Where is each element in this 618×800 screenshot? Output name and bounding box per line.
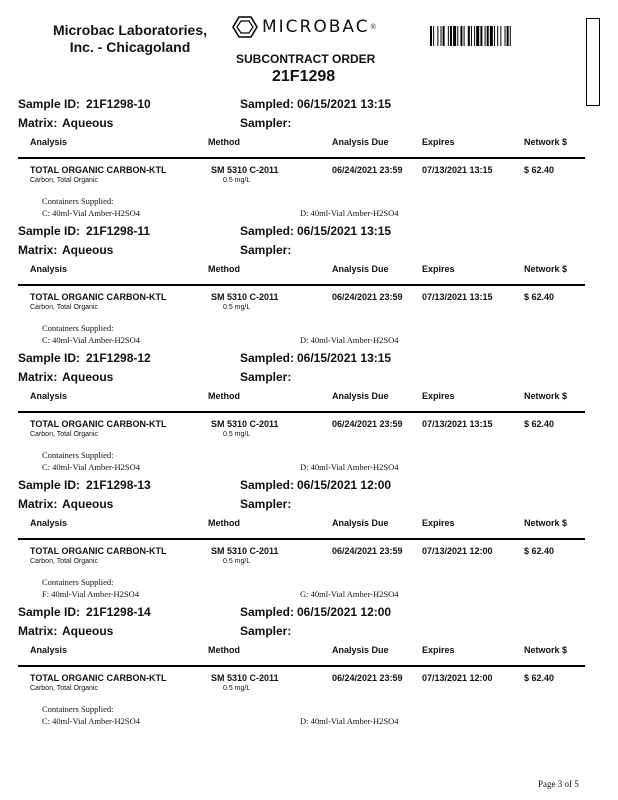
analysis-due-value: 06/24/2021 23:59 <box>332 546 403 556</box>
container-item: D: 40ml-Vial Amber-H2SO4 <box>300 335 399 345</box>
sampled-value: 06/15/2021 13:15 <box>297 97 392 111</box>
barcode-bar <box>448 26 449 46</box>
sampler-label: Sampler: <box>240 243 292 257</box>
method-name: SM 5310 C-2011 <box>211 165 279 175</box>
expires-value: 07/13/2021 13:15 <box>422 165 493 175</box>
reporting-limit: 0.5 mg/L <box>223 304 251 311</box>
reporting-limit: 0.5 mg/L <box>223 431 251 438</box>
barcode-bar <box>433 26 434 46</box>
column-header-network-price: Network $ <box>524 137 568 147</box>
analysis-subtitle: Carbon, Total Organic <box>30 685 98 692</box>
sample-block <box>0 478 618 605</box>
column-header-network-price: Network $ <box>524 518 568 528</box>
column-header-method: Method <box>208 137 240 147</box>
sampled-label: Sampled: <box>240 224 295 238</box>
barcode-bar <box>480 26 482 46</box>
column-header-method: Method <box>208 645 240 655</box>
sample-block <box>0 224 618 351</box>
expires-value: 07/13/2021 12:00 <box>422 673 493 683</box>
sample-block <box>0 351 618 478</box>
sampled-label: Sampled: <box>240 478 295 492</box>
barcode-bar <box>510 26 511 46</box>
column-header-analysis-due: Analysis Due <box>332 137 389 147</box>
sample-id-label: Sample ID: <box>18 478 81 492</box>
matrix-label: Matrix: <box>18 370 58 384</box>
matrix-value: Aqueous <box>62 497 114 511</box>
containers-label: Containers Supplied: <box>42 323 114 333</box>
side-marker-box <box>586 18 600 106</box>
barcode-bar <box>450 26 452 46</box>
column-header-network-price: Network $ <box>524 645 568 655</box>
logo-wordmark: MICROBAC <box>262 17 370 37</box>
analysis-due-value: 06/24/2021 23:59 <box>332 673 403 683</box>
method-name: SM 5310 C-2011 <box>211 673 279 683</box>
barcode-bar <box>441 26 442 46</box>
lab-name-line1: Microbac Laboratories, <box>52 22 208 38</box>
network-price-value: $ 62.40 <box>524 419 555 429</box>
matrix-value: Aqueous <box>62 370 114 384</box>
lab-name <box>40 22 220 56</box>
sample-id-value: 21F1298-13 <box>86 478 151 492</box>
analysis-due-value: 06/24/2021 23:59 <box>332 292 403 302</box>
microbac-logo <box>232 16 376 38</box>
barcode-bar <box>437 26 438 46</box>
sample-id-label: Sample ID: <box>18 97 81 111</box>
matrix-label: Matrix: <box>18 243 58 257</box>
container-item: C: 40ml-Vial Amber-H2SO4 <box>42 462 141 472</box>
expires-value: 07/13/2021 13:15 <box>422 419 493 429</box>
column-header-method: Method <box>208 264 240 274</box>
column-header-analysis-due: Analysis Due <box>332 264 389 274</box>
container-item: C: 40ml-Vial Amber-H2SO4 <box>42 208 141 218</box>
sampler-label: Sampler: <box>240 624 292 638</box>
matrix-label: Matrix: <box>18 116 58 130</box>
network-price-value: $ 62.40 <box>524 292 555 302</box>
sampler-label: Sampler: <box>240 497 292 511</box>
barcode-bar <box>476 26 479 46</box>
barcode-bar <box>505 26 506 46</box>
network-price-value: $ 62.40 <box>524 673 555 683</box>
analysis-subtitle: Carbon, Total Organic <box>30 304 98 311</box>
sample-id-value: 21F1298-14 <box>86 605 151 619</box>
barcode-bar <box>471 26 472 46</box>
page-number: Page 3 of 5 <box>538 779 579 789</box>
expires-value: 07/13/2021 12:00 <box>422 546 493 556</box>
sample-id-label: Sample ID: <box>18 224 81 238</box>
sample-id-label: Sample ID: <box>18 605 81 619</box>
barcode-bar <box>464 26 465 46</box>
column-header-expires: Expires <box>422 518 455 528</box>
microbac-emblem-icon <box>232 16 258 38</box>
sample-id-value: 21F1298-12 <box>86 351 151 365</box>
column-header-analysis: Analysis <box>30 137 68 147</box>
column-header-analysis: Analysis <box>30 645 68 655</box>
container-item: G: 40ml-Vial Amber-H2SO4 <box>300 589 399 599</box>
container-item: C: 40ml-Vial Amber-H2SO4 <box>42 335 141 345</box>
container-item: D: 40ml-Vial Amber-H2SO4 <box>300 462 399 472</box>
analysis-name: TOTAL ORGANIC CARBON-KTL <box>30 419 167 429</box>
containers-label: Containers Supplied: <box>42 577 114 587</box>
method-name: SM 5310 C-2011 <box>211 546 279 556</box>
document-title: SUBCONTRACT ORDER <box>236 52 376 66</box>
sampled-value: 06/15/2021 13:15 <box>297 351 392 365</box>
matrix-value: Aqueous <box>62 624 114 638</box>
header-rule <box>18 665 585 667</box>
barcode-bar <box>474 26 475 46</box>
containers-label: Containers Supplied: <box>42 196 114 206</box>
container-item: F: 40ml-Vial Amber-H2SO4 <box>42 589 140 599</box>
network-price-value: $ 62.40 <box>524 165 555 175</box>
sampled-value: 06/15/2021 13:15 <box>297 224 392 238</box>
analysis-name: TOTAL ORGANIC CARBON-KTL <box>30 546 167 556</box>
column-header-analysis-due: Analysis Due <box>332 518 389 528</box>
column-header-expires: Expires <box>422 264 455 274</box>
column-header-network-price: Network $ <box>524 391 568 401</box>
sampled-value: 06/15/2021 12:00 <box>297 478 392 492</box>
analysis-subtitle: Carbon, Total Organic <box>30 177 98 184</box>
method-name: SM 5310 C-2011 <box>211 292 279 302</box>
barcode-bar <box>487 26 489 46</box>
barcode-bar <box>500 26 501 46</box>
barcode-bar <box>485 26 486 46</box>
barcode-bar <box>507 26 509 46</box>
expires-value: 07/13/2021 13:15 <box>422 292 493 302</box>
analysis-subtitle: Carbon, Total Organic <box>30 431 98 438</box>
lab-name-line2: Inc. - Chicagoland <box>69 39 191 55</box>
reporting-limit: 0.5 mg/L <box>223 685 251 692</box>
barcode-bar <box>497 26 498 46</box>
containers-label: Containers Supplied: <box>42 704 114 714</box>
barcode <box>430 26 550 46</box>
reporting-limit: 0.5 mg/L <box>223 177 251 184</box>
analysis-due-value: 06/24/2021 23:59 <box>332 419 403 429</box>
header-rule <box>18 538 585 540</box>
column-header-expires: Expires <box>422 645 455 655</box>
order-number: 21F1298 <box>272 68 336 85</box>
analysis-name: TOTAL ORGANIC CARBON-KTL <box>30 292 167 302</box>
containers-label: Containers Supplied: <box>42 450 114 460</box>
sampled-label: Sampled: <box>240 97 295 111</box>
barcode-bar <box>430 26 432 46</box>
sample-id-value: 21F1298-10 <box>86 97 151 111</box>
reporting-limit: 0.5 mg/L <box>223 558 251 565</box>
container-item: D: 40ml-Vial Amber-H2SO4 <box>300 208 399 218</box>
barcode-bar <box>494 26 495 46</box>
logo-registered-mark: ® <box>370 23 376 31</box>
column-header-analysis: Analysis <box>30 264 68 274</box>
sampled-label: Sampled: <box>240 351 295 365</box>
column-header-network-price: Network $ <box>524 264 568 274</box>
header-rule <box>18 157 585 159</box>
barcode-bar <box>453 26 456 46</box>
column-header-expires: Expires <box>422 391 455 401</box>
method-name: SM 5310 C-2011 <box>211 419 279 429</box>
column-header-analysis: Analysis <box>30 518 68 528</box>
analysis-subtitle: Carbon, Total Organic <box>30 558 98 565</box>
container-item: D: 40ml-Vial Amber-H2SO4 <box>300 716 399 726</box>
header-rule <box>18 411 585 413</box>
matrix-value: Aqueous <box>62 243 114 257</box>
header-rule <box>18 284 585 286</box>
sample-block <box>0 605 618 732</box>
sampled-value: 06/15/2021 12:00 <box>297 605 392 619</box>
column-header-method: Method <box>208 391 240 401</box>
sample-id-label: Sample ID: <box>18 351 81 365</box>
column-header-analysis-due: Analysis Due <box>332 645 389 655</box>
matrix-value: Aqueous <box>62 116 114 130</box>
analysis-name: TOTAL ORGANIC CARBON-KTL <box>30 673 167 683</box>
barcode-bar <box>468 26 470 46</box>
column-header-expires: Expires <box>422 137 455 147</box>
sample-id-value: 21F1298-11 <box>86 224 151 238</box>
barcode-bar <box>443 26 445 46</box>
barcode-bar <box>490 26 493 46</box>
column-header-analysis: Analysis <box>30 391 68 401</box>
sampler-label: Sampler: <box>240 370 292 384</box>
container-item: C: 40ml-Vial Amber-H2SO4 <box>42 716 141 726</box>
analysis-name: TOTAL ORGANIC CARBON-KTL <box>30 165 167 175</box>
matrix-label: Matrix: <box>18 497 58 511</box>
sampler-label: Sampler: <box>240 116 292 130</box>
barcode-bar <box>460 26 462 46</box>
sample-block <box>0 97 618 224</box>
sampled-label: Sampled: <box>240 605 295 619</box>
analysis-due-value: 06/24/2021 23:59 <box>332 165 403 175</box>
barcode-bar <box>457 26 458 46</box>
column-header-analysis-due: Analysis Due <box>332 391 389 401</box>
matrix-label: Matrix: <box>18 624 58 638</box>
column-header-method: Method <box>208 518 240 528</box>
network-price-value: $ 62.40 <box>524 546 555 556</box>
